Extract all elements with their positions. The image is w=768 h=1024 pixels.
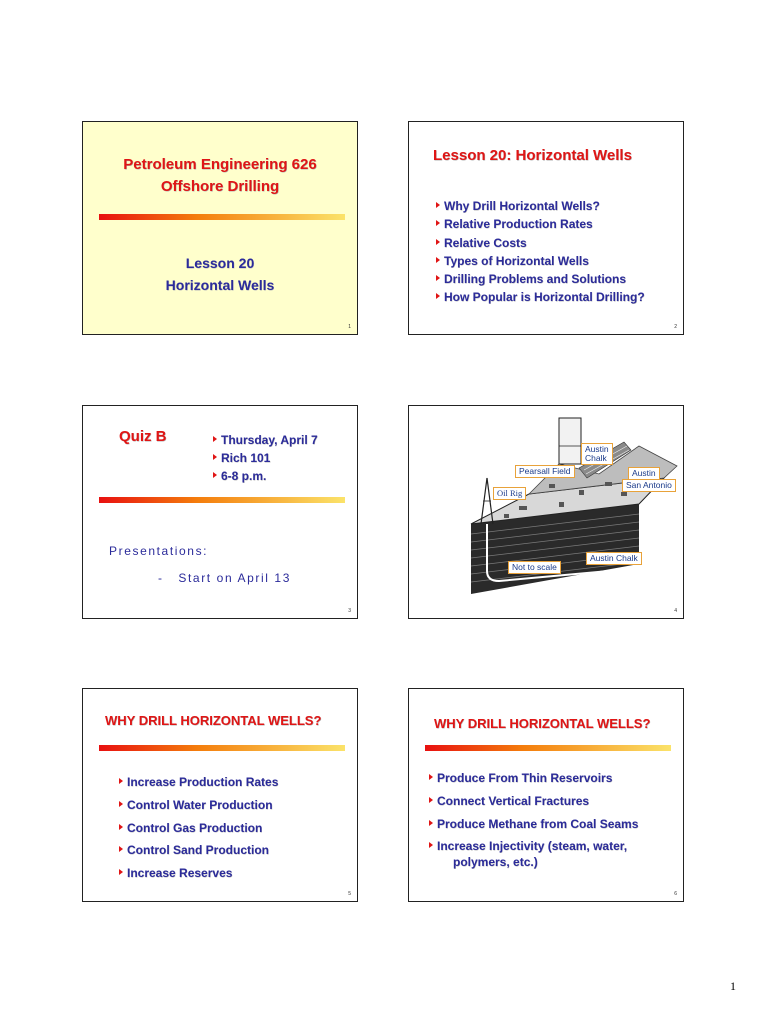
bullet-arrow-icon xyxy=(119,824,123,830)
bullet-list xyxy=(436,197,645,307)
course-title-line1: Petroleum Engineering 626 xyxy=(123,156,317,173)
list-item: Increase Production Rates xyxy=(119,771,278,794)
list-item: Increase Reserves xyxy=(119,862,278,885)
list-item: Control Water Production xyxy=(119,794,278,817)
label-austin-chalk-top: Austin Chalk xyxy=(581,443,613,465)
bullet-arrow-icon xyxy=(436,275,440,281)
slide-title: Lesson 20: Horizontal Wells xyxy=(433,147,632,164)
bullet-arrow-icon xyxy=(213,472,217,478)
bullet-arrow-icon xyxy=(429,842,433,848)
bullet-arrow-icon xyxy=(429,820,433,826)
list-item: Drilling Problems and Solutions xyxy=(436,270,645,288)
list-item: Produce Methane from Coal Seams xyxy=(429,813,638,836)
list-item: Control Gas Production xyxy=(119,817,278,840)
slide-number: 4 xyxy=(674,608,677,614)
presentations-item: - Start on April 13 xyxy=(158,571,291,585)
slide-5 xyxy=(82,688,358,902)
title-divider-bar xyxy=(99,745,345,751)
bullet-arrow-icon xyxy=(119,846,123,852)
list-item: Increase Injectivity (steam, water, polymers, etc.) xyxy=(429,835,638,870)
slide-number: 5 xyxy=(348,891,351,897)
bullet-arrow-icon xyxy=(119,801,123,807)
label-san-antonio: San Antonio xyxy=(622,479,676,492)
lesson-subtitle xyxy=(83,252,357,296)
list-item: Relative Production Rates xyxy=(436,215,645,233)
bullet-arrow-icon xyxy=(119,778,123,784)
lesson-subtitle-line2: Horizontal Wells xyxy=(165,277,275,293)
slide-title: WHY DRILL HORIZONTAL WELLS? xyxy=(105,713,322,728)
slide-number: 3 xyxy=(348,608,351,614)
bullet-arrow-icon xyxy=(429,797,433,803)
quiz-details xyxy=(213,431,318,485)
list-item: Types of Horizontal Wells xyxy=(436,252,645,270)
slide-number: 2 xyxy=(674,324,677,330)
bullet-list xyxy=(429,767,638,870)
label-pearsall-field: Pearsall Field xyxy=(515,465,575,478)
slide-4 xyxy=(408,405,684,619)
label-not-to-scale: Not to scale xyxy=(508,561,561,574)
slide-title: WHY DRILL HORIZONTAL WELLS? xyxy=(434,716,651,731)
list-item: Produce From Thin Reservoirs xyxy=(429,767,638,790)
title-divider-bar xyxy=(99,214,345,220)
title-divider-bar xyxy=(99,497,345,503)
bullet-arrow-icon xyxy=(436,202,440,208)
slide-1 xyxy=(82,121,358,335)
bullet-arrow-icon xyxy=(213,454,217,460)
bullet-arrow-icon xyxy=(436,220,440,226)
bullet-arrow-icon xyxy=(119,869,123,875)
list-item: Why Drill Horizontal Wells? xyxy=(436,197,645,215)
list-item: Control Sand Production xyxy=(119,839,278,862)
course-title xyxy=(83,154,357,198)
label-oil-rig: Oil Rig xyxy=(493,487,526,500)
list-item: Connect Vertical Fractures xyxy=(429,790,638,813)
slide-3 xyxy=(82,405,358,619)
list-item: Relative Costs xyxy=(436,234,645,252)
presentations-label: Presentations: xyxy=(109,544,209,558)
slide-6 xyxy=(408,688,684,902)
austin-chalk-diagram xyxy=(409,406,684,619)
list-item: Thursday, April 7 xyxy=(213,431,318,449)
bullet-arrow-icon xyxy=(436,239,440,245)
quiz-title: Quiz B xyxy=(119,428,167,445)
slide-number: 1 xyxy=(348,324,351,330)
bullet-arrow-icon xyxy=(213,436,217,442)
course-title-line2: Offshore Drilling xyxy=(160,178,280,195)
bullet-arrow-icon xyxy=(436,293,440,299)
list-item: 6-8 p.m. xyxy=(213,467,318,485)
slide-number: 6 xyxy=(674,891,677,897)
list-item: How Popular is Horizontal Drilling? xyxy=(436,288,645,306)
page-number: 1 xyxy=(730,979,736,993)
bullet-list xyxy=(119,771,278,885)
list-item: Rich 101 xyxy=(213,449,318,467)
bullet-arrow-icon xyxy=(429,774,433,780)
label-austin: Austin xyxy=(628,467,660,480)
label-austin-chalk: Austin Chalk xyxy=(586,552,642,565)
lesson-subtitle-line1: Lesson 20 xyxy=(185,255,255,271)
bullet-arrow-icon xyxy=(436,257,440,263)
slide-2 xyxy=(408,121,684,335)
title-divider-bar xyxy=(425,745,671,751)
